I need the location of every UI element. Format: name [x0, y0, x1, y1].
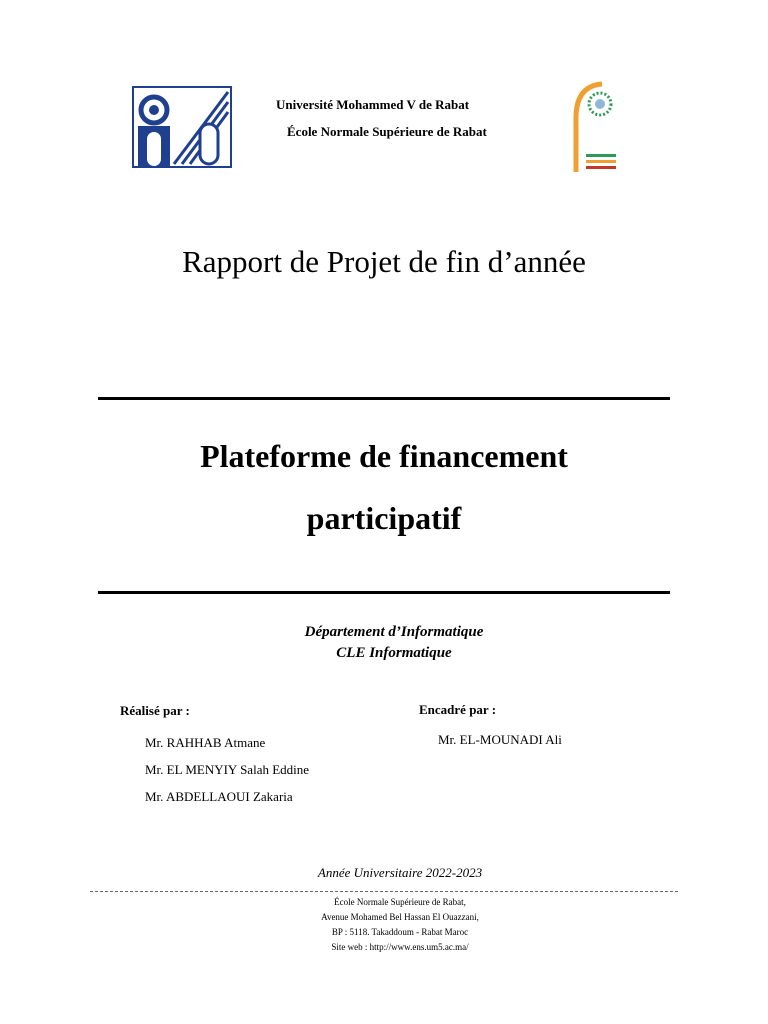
university-logo: [132, 86, 232, 168]
bottom-rule: [98, 591, 670, 594]
project-title-line-2: participatif: [306, 500, 462, 536]
footer-address-line: BP : 5118. Takaddoum - Rabat Maroc: [331, 927, 469, 937]
footer-website: Site web : http://www.ens.um5.ac.ma/: [331, 942, 469, 952]
footer-address-line: Avenue Mohamed Bel Hassan El Ouazzani,: [321, 912, 479, 922]
university-name: Université Mohammed V de Rabat: [276, 97, 470, 112]
top-rule: [98, 397, 670, 400]
footer-address-line: École Normale Supérieure de Rabat,: [334, 897, 466, 907]
supervisor-name: Mr. EL-MOUNADI Ali: [438, 732, 562, 747]
academic-year: Année Universitaire 2022-2023: [317, 865, 483, 880]
school-logo: [566, 78, 622, 174]
student-name: Mr. EL MENYIY Salah Eddine: [145, 762, 310, 777]
report-type: Rapport de Projet de fin d’année: [182, 244, 586, 279]
realise-label: Réalisé par :: [120, 703, 190, 718]
encadre-label: Encadré par :: [419, 702, 497, 717]
department: Département d’Informatique: [304, 624, 484, 640]
school-name: École Normale Supérieure de Rabat: [287, 124, 487, 139]
student-name: Mr. RAHHAB Atmane: [145, 735, 266, 750]
student-name: Mr. ABDELLAOUI Zakaria: [145, 789, 293, 804]
program: CLE Informatique: [336, 645, 452, 661]
project-title-line-1: Plateforme de financement: [200, 438, 568, 474]
footer-divider: [90, 891, 678, 892]
